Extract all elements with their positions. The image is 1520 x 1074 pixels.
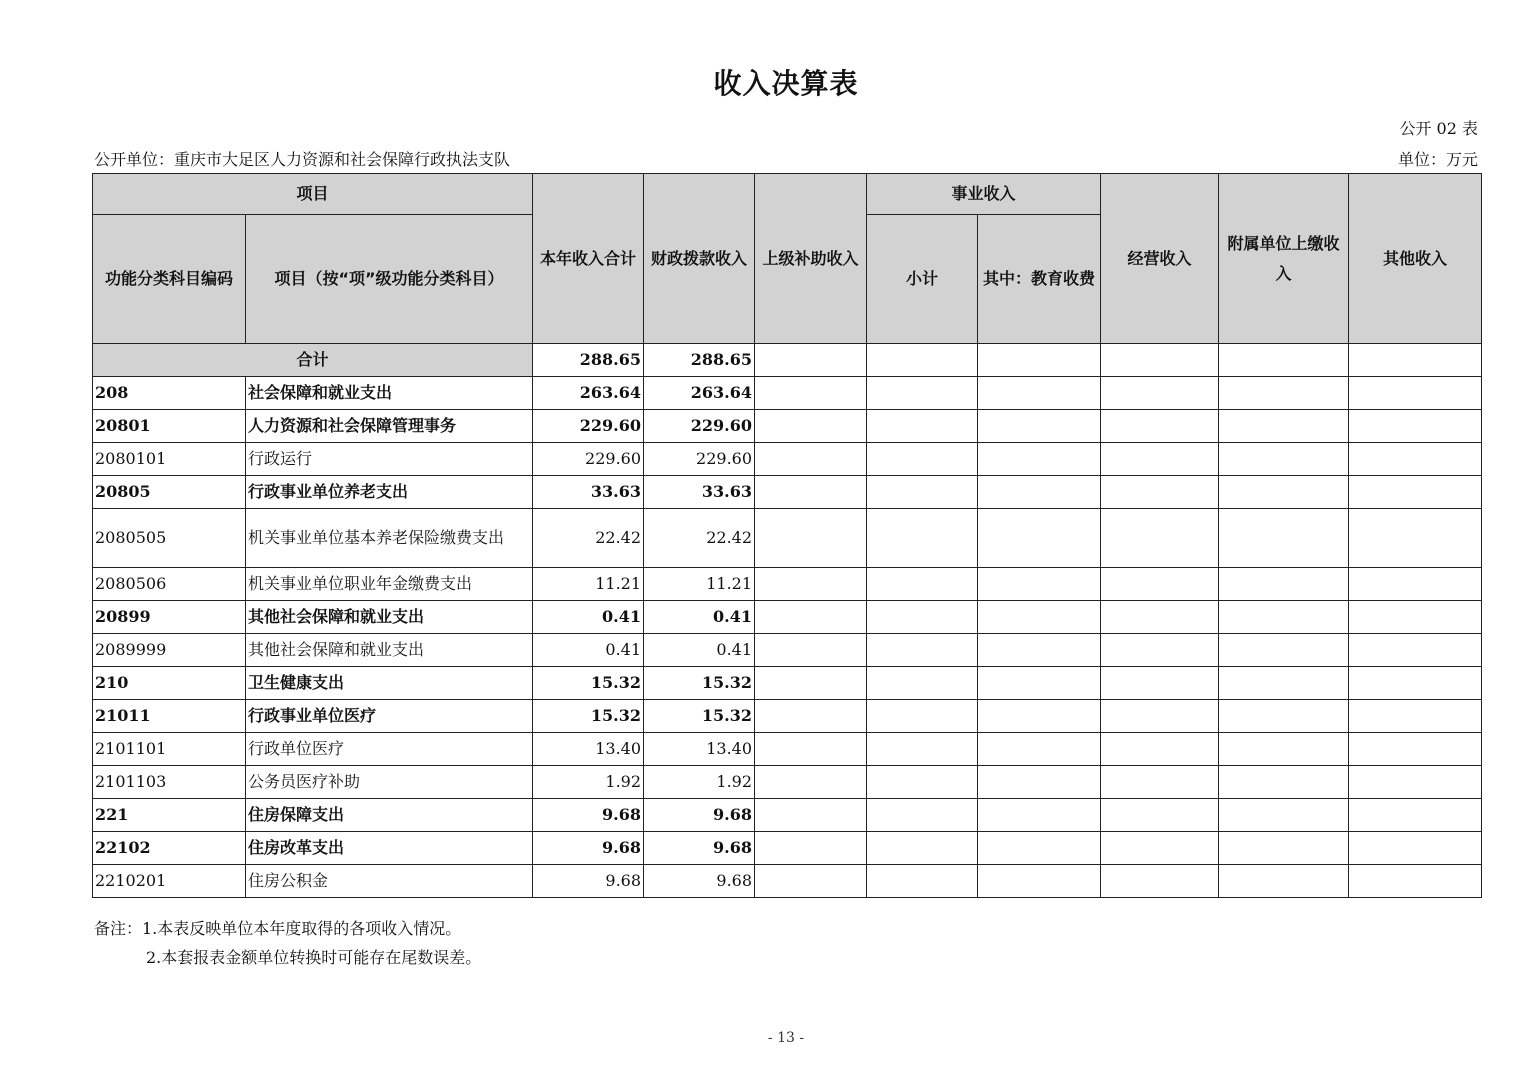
row-code: 20899 [93,601,246,634]
row-total: 263.64 [533,377,644,410]
table-row [93,410,1482,443]
row-fiscal: 1.92 [644,766,755,799]
table-row [93,865,1482,898]
row-name: 机关事业单位职业年金缴费支出 [246,568,533,601]
row-code: 2210201 [93,865,246,898]
total-fiscal: 288.65 [644,344,755,377]
row-total: 1.92 [533,766,644,799]
table-row [93,799,1482,832]
row-code: 208 [93,377,246,410]
row-fiscal: 0.41 [644,634,755,667]
header-education: 其中：教育收费 [978,215,1101,344]
header-business: 事业收入 [867,174,1101,215]
row-code: 2080505 [93,509,246,568]
row-total: 15.32 [533,667,644,700]
row-code: 210 [93,667,246,700]
row-name: 其他社会保障和就业支出 [246,634,533,667]
total-row [93,344,1482,377]
row-fiscal: 15.32 [644,700,755,733]
row-code: 2101101 [93,733,246,766]
row-fiscal: 229.60 [644,410,755,443]
table-row [93,476,1482,509]
row-code: 2101103 [93,766,246,799]
note-2: 2.本套报表金额单位转换时可能存在尾数误差。 [146,948,482,967]
table-row [93,634,1482,667]
table-row [93,766,1482,799]
row-total: 9.68 [533,865,644,898]
table-row [93,601,1482,634]
row-total: 0.41 [533,634,644,667]
row-total: 13.40 [533,733,644,766]
row-code: 2080101 [93,443,246,476]
row-total: 9.68 [533,799,644,832]
row-total: 11.21 [533,568,644,601]
row-code: 221 [93,799,246,832]
header-operating: 经营收入 [1101,174,1219,344]
row-total: 229.60 [533,443,644,476]
row-total: 15.32 [533,700,644,733]
total-label: 合计 [93,344,533,377]
row-total: 22.42 [533,509,644,568]
row-total: 0.41 [533,601,644,634]
row-fiscal: 33.63 [644,476,755,509]
row-name: 公务员医疗补助 [246,766,533,799]
row-name: 卫生健康支出 [246,667,533,700]
row-fiscal: 13.40 [644,733,755,766]
row-fiscal: 15.32 [644,667,755,700]
row-fiscal: 9.68 [644,865,755,898]
row-name: 机关事业单位基本养老保险缴费支出 [246,509,533,568]
total-amount: 288.65 [533,344,644,377]
row-total: 33.63 [533,476,644,509]
table-row [93,377,1482,410]
income-table [92,173,1482,898]
header-affiliated: 附属单位上缴收入 [1219,174,1349,344]
row-fiscal: 22.42 [644,509,755,568]
header-item: 项目 [93,174,533,215]
row-fiscal: 9.68 [644,799,755,832]
row-fiscal: 9.68 [644,832,755,865]
row-name: 住房改革支出 [246,832,533,865]
row-name: 行政单位医疗 [246,733,533,766]
row-name: 人力资源和社会保障管理事务 [246,410,533,443]
header-total: 本年收入合计 [533,174,644,344]
currency-unit: 单位：万元 [1397,150,1478,169]
header-name: 项目（按“项”级功能分类科目） [246,215,533,344]
row-code: 22102 [93,832,246,865]
row-name: 住房公积金 [246,865,533,898]
row-code: 21011 [93,700,246,733]
notes [94,914,481,972]
row-code: 2089999 [93,634,246,667]
page-title: 收入决算表 [713,67,859,100]
row-total: 9.68 [533,832,644,865]
row-name: 行政运行 [246,443,533,476]
header-subtotal: 小计 [867,215,978,344]
table-row [93,443,1482,476]
header-superior: 上级补助收入 [755,174,867,344]
row-total: 229.60 [533,410,644,443]
row-fiscal: 263.64 [644,377,755,410]
row-name: 社会保障和就业支出 [246,377,533,410]
row-code: 20805 [93,476,246,509]
table-number: 公开 02 表 [1399,119,1478,138]
row-name: 其他社会保障和就业支出 [246,601,533,634]
header-code: 功能分类科目编码 [93,215,246,344]
table-row [93,700,1482,733]
row-name: 住房保障支出 [246,799,533,832]
reporting-unit: 公开单位：重庆市大足区人力资源和社会保障行政执法支队 [94,150,511,169]
note-1: 备注：1.本表反映单位本年度取得的各项收入情况。 [94,919,462,938]
row-name: 行政事业单位医疗 [246,700,533,733]
table-row [93,509,1482,568]
header-other: 其他收入 [1349,174,1482,344]
header-fiscal: 财政拨款收入 [644,174,755,344]
row-fiscal: 11.21 [644,568,755,601]
table-row [93,667,1482,700]
table-row [93,568,1482,601]
table-row [93,733,1482,766]
page-number: - 13 - [767,1030,805,1046]
row-code: 2080506 [93,568,246,601]
table-row [93,832,1482,865]
row-name: 行政事业单位养老支出 [246,476,533,509]
row-fiscal: 229.60 [644,443,755,476]
row-code: 20801 [93,410,246,443]
row-fiscal: 0.41 [644,601,755,634]
